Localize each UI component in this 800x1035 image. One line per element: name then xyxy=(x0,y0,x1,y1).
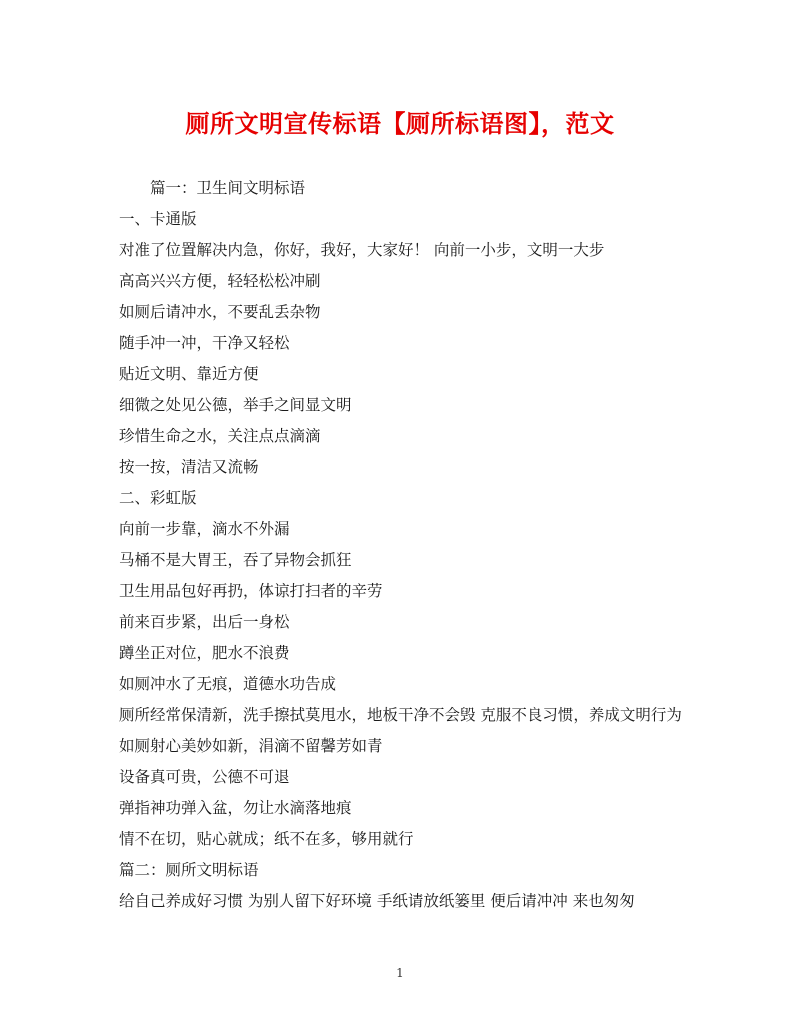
slogan-line: 如厕射心美妙如新，涓滴不留馨芳如青 xyxy=(119,737,383,755)
slogan-line: 按一按，清洁又流畅 xyxy=(119,458,259,476)
document-body xyxy=(119,173,689,917)
page-number: 1 xyxy=(396,966,404,980)
slogan-line: 给自己养成好习惯 为别人留下好环境 手纸请放纸篓里 便后请冲冲 来也匆匆 xyxy=(119,892,635,910)
slogan-line: 厕所经常保清新，洗手擦拭莫甩水，地板干净不会毁 克服不良习惯，养成文明行为 xyxy=(119,706,682,724)
section-heading: 篇一：卫生间文明标语 xyxy=(150,179,306,197)
slogan-line: 如厕后请冲水，不要乱丢杂物 xyxy=(119,303,321,321)
slogan-line: 马桶不是大胃王，吞了异物会抓狂 xyxy=(119,551,352,569)
slogan-line: 情不在切，贴心就成；纸不在多，够用就行 xyxy=(119,830,414,848)
slogan-line: 如厕冲水了无痕，道德水功告成 xyxy=(119,675,337,693)
slogan-line: 蹲坐正对位，肥水不浪费 xyxy=(119,644,290,662)
slogan-line: 高高兴兴方便，轻轻松松冲刷 xyxy=(119,272,321,290)
section-heading: 篇二：厕所文明标语 xyxy=(119,861,259,879)
slogan-line: 向前一步靠，滴水不外漏 xyxy=(119,520,290,538)
slogan-line: 设备真可贵，公德不可退 xyxy=(119,768,290,786)
slogan-line: 弹指神功弹入盆，勿让水滴落地痕 xyxy=(119,799,352,817)
subsection-heading: 二、彩虹版 xyxy=(119,489,197,507)
slogan-line: 前来百步紧，出后一身松 xyxy=(119,613,290,631)
slogan-line: 珍惜生命之水，关注点点滴滴 xyxy=(119,427,321,445)
slogan-line: 对准了位置解决内急，你好，我好，大家好！ 向前一小步，文明一大步 xyxy=(119,241,605,259)
slogan-line: 随手冲一冲，干净又轻松 xyxy=(119,334,290,352)
subsection-heading: 一、卡通版 xyxy=(119,210,197,228)
slogan-line: 细微之处见公德，举手之间显文明 xyxy=(119,396,352,414)
slogan-line: 卫生用品包好再扔，体谅打扫者的辛劳 xyxy=(119,582,383,600)
document-title: 厕所文明宣传标语【厕所标语图】，范文 xyxy=(185,109,615,138)
slogan-line: 贴近文明、靠近方便 xyxy=(119,365,259,383)
